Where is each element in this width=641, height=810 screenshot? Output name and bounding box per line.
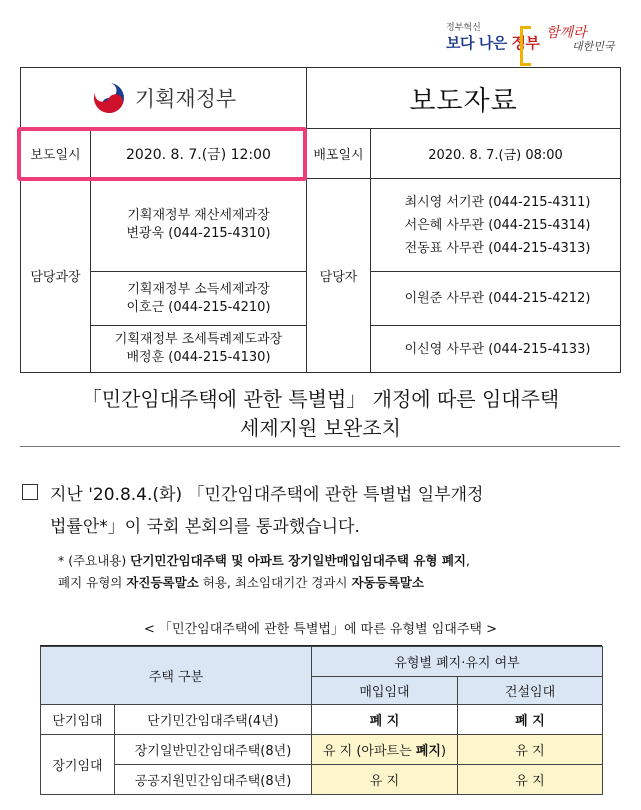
row-group-short: 단기임대 <box>41 705 115 735</box>
slogan-bracket-shape <box>520 26 531 66</box>
contact-cell <box>371 326 621 373</box>
row-construction-status: 유 지 <box>458 735 603 765</box>
header-construction-rental: 건설임대 <box>458 677 603 705</box>
footnote-line-2 <box>58 572 618 594</box>
manager-cell <box>91 179 307 272</box>
row-name: 공공지원민간임대주택(8년) <box>115 765 312 795</box>
manager-cell <box>91 326 307 373</box>
footnote-text-2a: 폐지 유형의 <box>58 575 127 590</box>
manager-cell <box>91 272 307 326</box>
main-paragraph <box>50 479 610 543</box>
status-abolish-text: 폐지 <box>415 744 441 759</box>
press-title-line-1: 「민간임대주택에 관한 특별법」 개정에 따른 임대주택 <box>81 387 560 411</box>
manager-dept: 기획재정부 소득세제과장 <box>127 281 270 297</box>
contact-cell <box>371 272 621 326</box>
manager-person: 이호근 (044-215-4210) <box>126 299 271 315</box>
ministry-name: 기획재정부 <box>134 87 237 111</box>
slogan-script-text: 함께라 <box>546 25 587 41</box>
status-keep-text: 유 지 (아파트는 <box>322 744 416 759</box>
footnote-text-2c: 허용, 최소임대기간 경과시 <box>198 575 352 590</box>
title-divider <box>20 446 620 447</box>
manager-dept: 기획재정부 조세특례제도과장 <box>114 332 283 347</box>
report-time-value: 2020. 8. 7.(금) 12:00 <box>91 129 307 179</box>
contact-label: 담당자 <box>307 179 371 373</box>
taegeuk-emblem-icon <box>91 80 127 116</box>
footnote-comma: , <box>465 553 470 568</box>
header-housing-type: 주택 구분 <box>41 647 312 705</box>
distribution-time-value: 2020. 8. 7.(금) 08:00 <box>371 129 621 179</box>
contact-entry: 서은혜 사무관 (044-215-4314) <box>404 217 591 233</box>
row-construction-status: 폐 지 <box>458 705 603 735</box>
row-name: 장기일반민간임대주택(8년) <box>115 735 312 765</box>
footnote-prefix: * (주요내용) <box>58 553 131 568</box>
dept-label: 담당과장 <box>21 179 91 373</box>
contact-cell <box>371 179 621 272</box>
contact-entry: 이원준 사무관 (044-215-4212) <box>404 291 591 306</box>
manager-person: 배정훈 (044-215-4130) <box>126 350 271 365</box>
row-purchase-status: 유 지 <box>312 765 458 795</box>
ministry-logo-cell <box>21 68 307 129</box>
contact-entry: 이신영 사무관 (044-215-4133) <box>404 341 591 357</box>
row-construction-status: 유 지 <box>458 765 603 795</box>
report-time-highlight-box <box>17 127 307 181</box>
press-title-line-2: 세제지원 보완조치 <box>240 416 401 440</box>
footnote-bold-2: 자진등록말소 <box>126 575 199 590</box>
slogan-main-b: 정부 <box>511 34 540 52</box>
distribution-time-label: 배포일시 <box>307 129 371 179</box>
press-info-table <box>20 67 621 373</box>
doc-title: 보도자료 <box>307 68 621 129</box>
slogan-small-text: 정부혁신 <box>446 23 481 33</box>
status-close-paren: ) <box>440 744 447 759</box>
main-paragraph-line-1: 지난 '20.8.4.(화) 「민간임대주택에 관한 특별법 일부개정 <box>50 485 484 505</box>
footnote <box>58 550 618 594</box>
header-status: 유형별 폐지·유지 여부 <box>312 647 603 677</box>
report-time-label: 보도일시 <box>21 129 91 179</box>
slogan-main-a: 보다 나은 <box>446 34 512 52</box>
slogan-script-text-2: 대한민국 <box>572 40 615 53</box>
rental-types-table <box>40 646 603 795</box>
row-purchase-status: 폐 지 <box>312 705 458 735</box>
table-caption: < 「민간임대주택에 관한 특별법」에 따른 유형별 임대주택 > <box>144 622 497 637</box>
manager-person: 변광욱 (044-215-4310) <box>126 226 271 241</box>
row-purchase-status <box>312 735 458 765</box>
row-name: 단기민간임대주택(4년) <box>115 705 312 735</box>
header-purchase-rental: 매입임대 <box>312 677 458 705</box>
contact-entry: 최시영 서기관 (044-215-4311) <box>404 194 591 210</box>
bill-name-tail: 법률안*」 <box>50 517 125 537</box>
main-paragraph-line-2 <box>50 511 610 543</box>
row-group-long: 장기임대 <box>41 735 115 795</box>
manager-dept: 기획재정부 재산세제과장 <box>127 208 270 223</box>
checkbox-bullet-icon <box>22 484 38 500</box>
footnote-bold-1: 단기민간임대주택 및 아파트 장기일반매입임대주택 유형 폐지 <box>130 553 466 568</box>
footnote-line-1 <box>58 550 618 572</box>
footnote-bold-3: 자동등록말소 <box>351 575 424 590</box>
main-paragraph-line-2-rest: 이 국회 본회의를 통과했습니다. <box>124 517 360 537</box>
contact-entry: 전동표 사무관 (044-215-4313) <box>404 240 591 256</box>
